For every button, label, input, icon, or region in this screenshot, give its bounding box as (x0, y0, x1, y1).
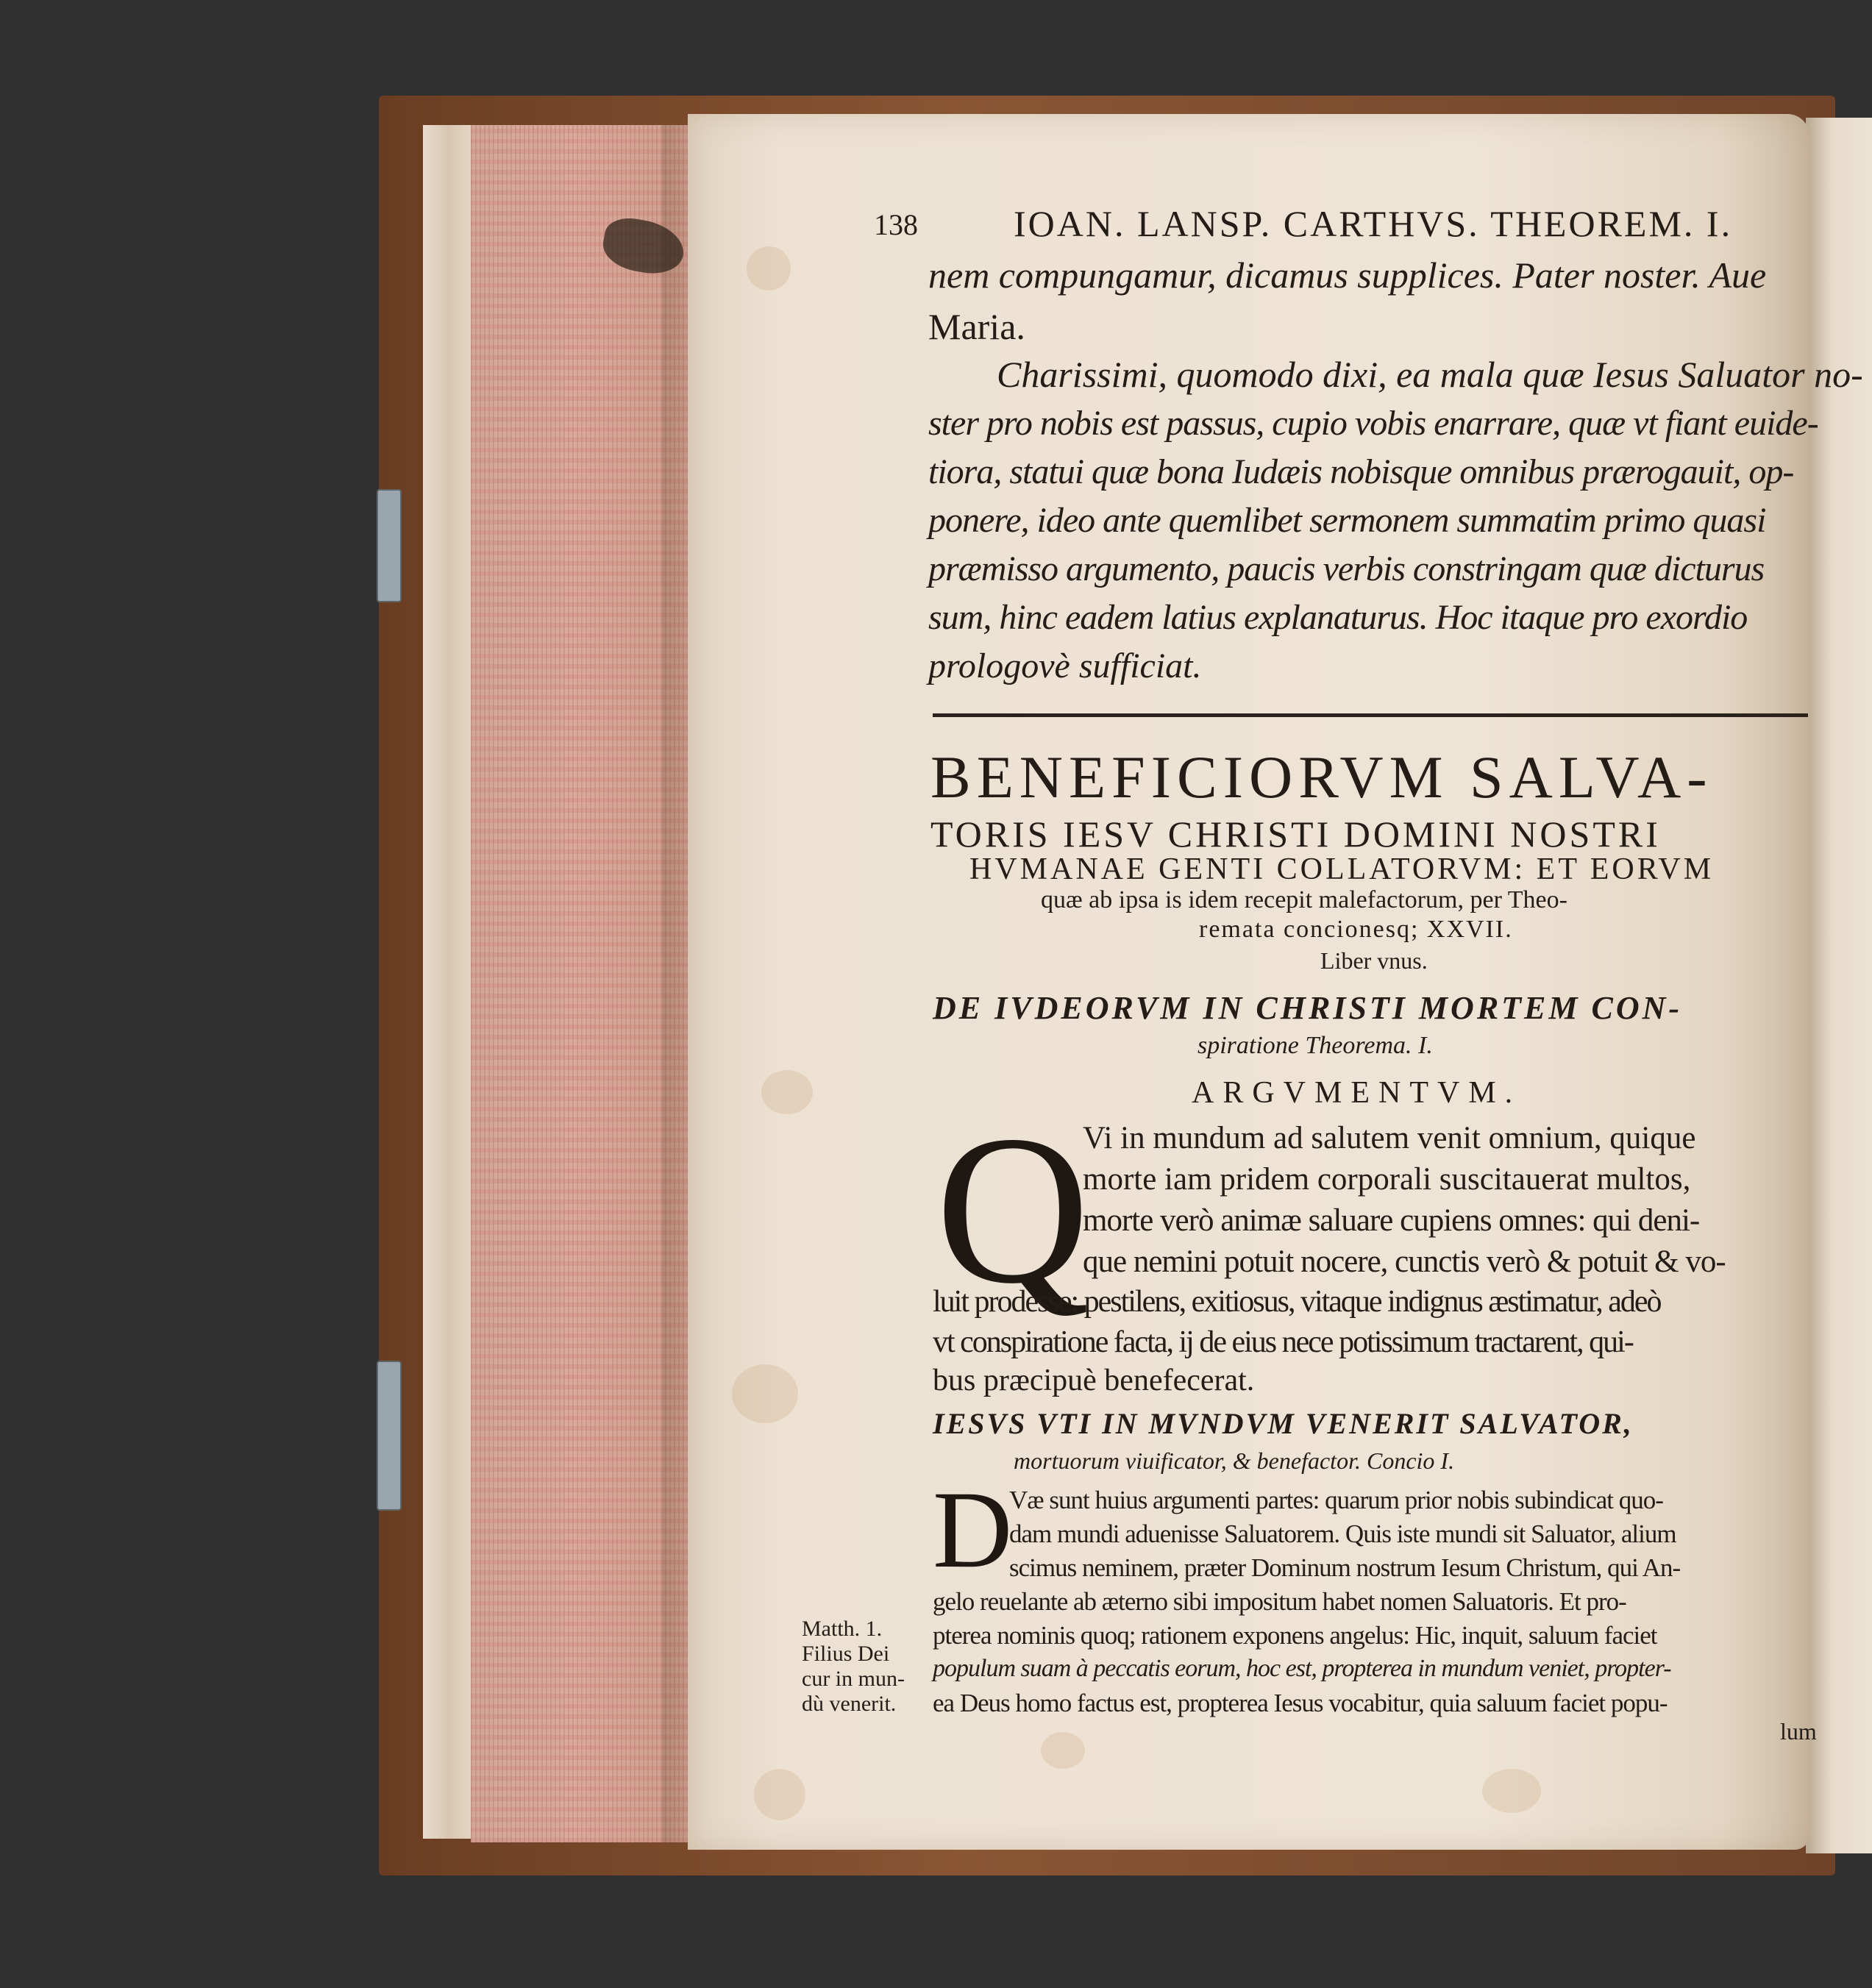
concio-line: gelo reuelante ab æterno sibi impositum habet nomen Saluatoris. Et pro- (933, 1587, 1626, 1616)
foxing-stain (732, 1364, 798, 1423)
page-number: 138 (874, 208, 918, 241)
argumentum-line: que nemini potuit nocere, cunctis verò & potuit & vo- (1083, 1244, 1726, 1279)
clasp-upper (377, 489, 402, 602)
foxing-stain (1041, 1732, 1085, 1769)
concio-line: scimus neminem, præter Dominum nostrum Iesum Christum, qui An- (1009, 1553, 1681, 1582)
concio-subheading: mortuorum viuificator, & benefactor. Concio I. (1014, 1447, 1455, 1474)
theorem-heading: DE IVDEORVM IN CHRISTI MORTEM CON- (933, 990, 1683, 1026)
intro-line: Maria. (928, 306, 1025, 347)
concio-line: Væ sunt huius argumenti partes: quarum prior nobis subindicat quo- (1009, 1486, 1663, 1514)
title-line-5: remata concionesq; XXVII. (1199, 916, 1513, 943)
theorem-subheading: spiratione Theorema. I. (1197, 1032, 1433, 1059)
page-edge (423, 125, 474, 1839)
argumentum-line: morte verò animæ saluare cupiens omnes: qui deni- (1083, 1203, 1700, 1238)
title-line-6: Liber vnus. (1320, 947, 1428, 974)
argumentum-line: bus præcipuè benefecerat. (933, 1364, 1255, 1397)
concio-line: populum suam à peccatis eorum, hoc est, propterea in mundum veniet, propter- (933, 1655, 1671, 1682)
argumentum-line: morte iam pridem corporali suscitauerat multos, (1083, 1162, 1691, 1197)
margin-line: dù venerit. (802, 1692, 897, 1716)
argumentum-line: luit prodesse: pestilens, exitiosus, vitaque indignus æstimatur, adeò (933, 1285, 1661, 1319)
intro-line: sum, hinc eadem latius explanaturus. Hoc itaque pro exordio (928, 598, 1748, 637)
intro-line: præmisso argumento, paucis verbis constringam quæ dicturus (928, 549, 1765, 588)
concio-line: pterea nominis quoq; rationem exponens angelus: Hic, inquit, saluum faciet (933, 1621, 1657, 1650)
margin-line: Matth. 1. (802, 1617, 883, 1641)
intro-line: nem compungamur, dicamus supplices. Pater noster. Aue (928, 254, 1767, 296)
foxing-stain (1482, 1769, 1541, 1813)
concio-line: lum (1780, 1718, 1817, 1745)
intro-line: Charissimi, quomodo dixi, ea mala quæ Iesus Saluator no- (997, 354, 1863, 395)
title-line-3: HVMANAE GENTI COLLATORVM: ET EORVM (969, 852, 1715, 886)
foxing-stain (754, 1769, 805, 1820)
concio-line: ea Deus homo factus est, propterea Iesus vocabitur, quia saluum faciet popu- (933, 1689, 1668, 1717)
concio-line: dam mundi aduenisse Saluatorem. Quis iste mundi sit Saluator, alium (1009, 1519, 1676, 1548)
margin-line: cur in mun- (802, 1667, 905, 1691)
section-rule (933, 713, 1808, 717)
argumentum-line: vt conspiratione facta, ij de eius nece potissimum tractarent, qui- (933, 1325, 1633, 1359)
argumentum-label: ARGVMENTVM. (1192, 1076, 1522, 1110)
clasp-lower (377, 1361, 402, 1511)
red-fore-edge (471, 125, 691, 1842)
intro-line: ponere, ideo ante quemlibet sermonem summatim primo quasi (928, 501, 1766, 540)
title-line-1: BENEFICIORVM SALVA- (930, 744, 1713, 810)
intro-line: tiora, statui quæ bona Iudæis nobisque omnibus prærogauit, op- (928, 452, 1794, 491)
drop-cap-d: D (933, 1469, 1013, 1591)
concio-heading: IESVS VTI IN MVNDVM VENERIT SALVATOR, (933, 1407, 1634, 1440)
foxing-stain (761, 1070, 813, 1114)
intro-line: prologovè sufficiat. (928, 646, 1202, 685)
foxing-stain (747, 246, 791, 291)
margin-line: Filius Dei (802, 1642, 890, 1666)
argumentum-line: Vi in mundum ad salutem venit omnium, quique (1083, 1121, 1696, 1155)
running-title: IOAN. LANSP. CARTHVS. THEOREM. I. (1014, 203, 1733, 244)
intro-line: ster pro nobis est passus, cupio vobis enarrare, quæ vt fiant euide- (928, 404, 1818, 443)
title-line-4: quæ ab ipsa is idem recepit malefactorum, per Theo- (1041, 886, 1567, 913)
drop-cap-q: Q (936, 1091, 1090, 1328)
title-line-2: TORIS IESV CHRISTI DOMINI NOSTRI (930, 813, 1661, 855)
